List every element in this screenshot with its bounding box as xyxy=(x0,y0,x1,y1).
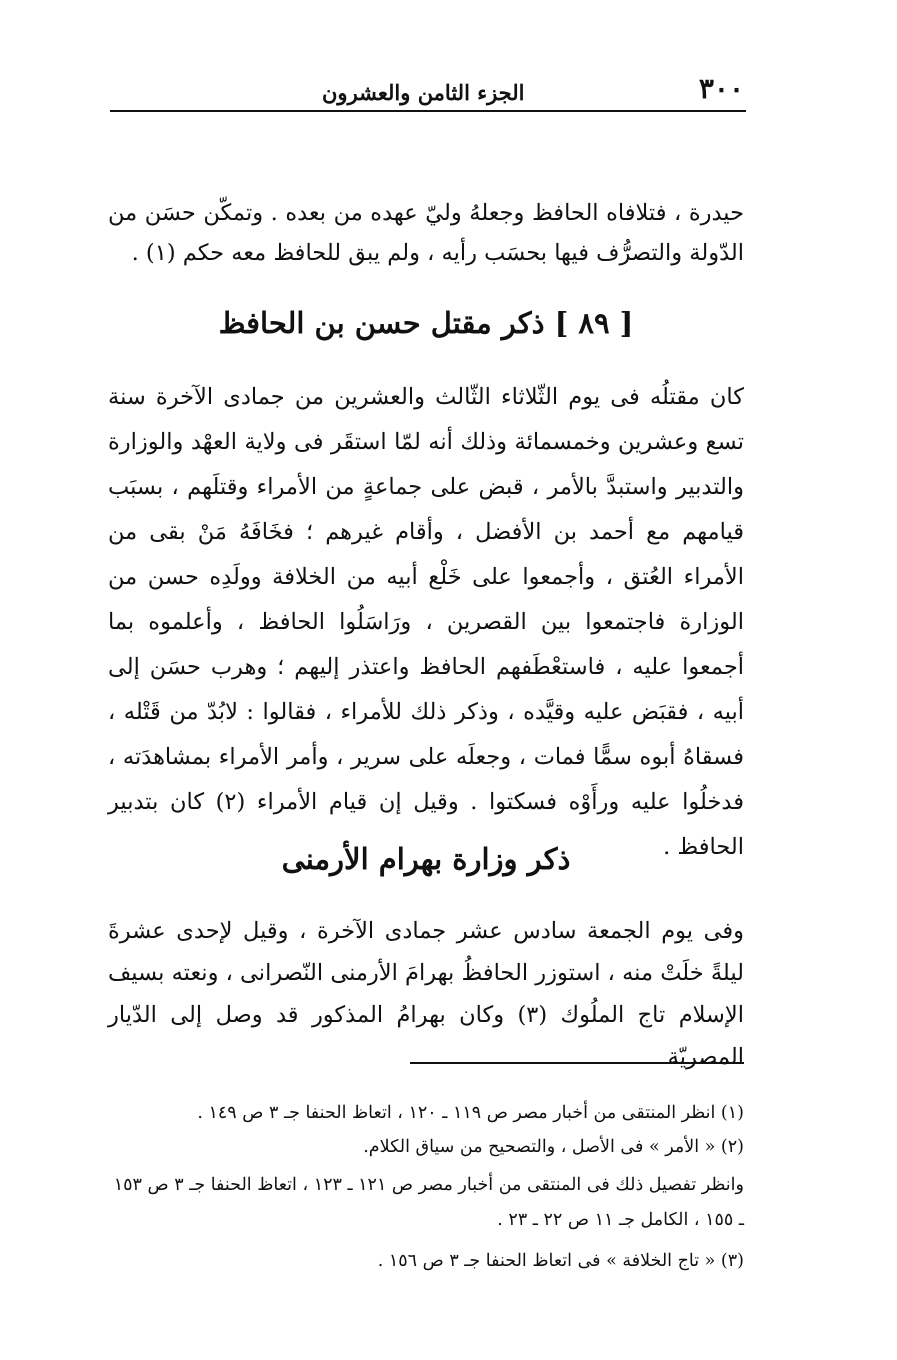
section-heading-89: [ ٨٩ ] ذكر مقتل حسن بن الحافظ xyxy=(218,306,634,340)
page-number: ٣٠٠ xyxy=(698,72,744,105)
paragraph-3: وفى يوم الجمعة سادس عشر جمادى الآخرة ، وقيل لإحدى عشرةَ ليلةً خلَتْ منه ، استوزر الحافظُ بهرامَ الأرمنى النّصرانى ، ونعته بسيف الإسلام تاج الملُوك (٣) وكان بهرامُ المذكور قد وصل إلى الدّيار المصريّة xyxy=(108,918,744,1070)
section-heading-bahram: ذكر وزارة بهرام الأرمنى xyxy=(281,842,571,876)
footnote-2-continued: وانظر تفصيل ذلك فى المنتقى من أخبار مصر ص ١٢١ ـ ١٢٣ ، اتعاظ الحنفا جـ ٣ ص ١٥٣ ـ ١٥٥ ، الكامل جـ ١١ ص ٢٢ ـ ٢٣ . xyxy=(113,1175,744,1230)
running-title: الجزء الثامن والعشرون xyxy=(322,80,525,105)
footnote-2: (٢) « الأمر » فى الأصل ، والتصحيح من سياق الكلام. xyxy=(363,1137,744,1157)
footnote-3: (٣) « تاج الخلافة » فى اتعاظ الحنفا جـ ٣ ص ١٥٦ . xyxy=(377,1251,744,1271)
paragraph-2: كان مقتلُه فى يوم الثّلاثاء الثّالث والعشرين من جمادى الآخرة سنة تسع وعشرين وخمسمائة وذلك أنه لمّا استقَر فى ولاية العهْد والوزارة والتدبير واستبدَّ بالأمر ، قبض على جماعةٍ من الأمراء وقتلَهم ، بسبَب قيامهم مع أحمد بن الأفضل ، وأقام غيرهم ؛ فخَافَهُ مَنْ بقى من الأمراء العُتق ، وأجمعوا على خَلْع أبيه من الخلافة وولَدِه حسن من الوزارة فاجتمعوا بين القصرين ، ورَاسَلُوا الحافظ ، وأعلموه بما أجمعوا عليه ، فاستعْطَفهم الحافظ واعتذر إليهم ؛ وهرب حسَن إلى أبيه ، فقبَض عليه وقيَّده ، وذكر ذلك للأمراء ، فقالوا : لابُدّ من قَتْله ، فسقاهُ أبوه سمًّا فمات ، وجعلَه على سرير ، وأمر الأمراء بمشاهدَته ، فدخلُوا عليه ورأَوْه فسكتوا . وقيل إن قيام الأمراء (٢) كان بتدبير الحافظ . xyxy=(108,384,744,860)
page-header xyxy=(110,72,746,112)
footnote-divider xyxy=(410,1062,744,1064)
footnote-1: (١) انظر المنتقى من أخبار مصر ص ١١٩ ـ ١٢٠ ، اتعاظ الحنفا جـ ٣ ص ١٤٩ . xyxy=(197,1103,744,1123)
paragraph-1: حيدرة ، فتلافاه الحافظ وجعلهُ وليّ عهده من بعده . وتمكّن حسَن من الدّولة والتصرُّف فيها بحسَب رأيه ، ولم يبق للحافظ معه حكم (١) . xyxy=(108,200,744,266)
